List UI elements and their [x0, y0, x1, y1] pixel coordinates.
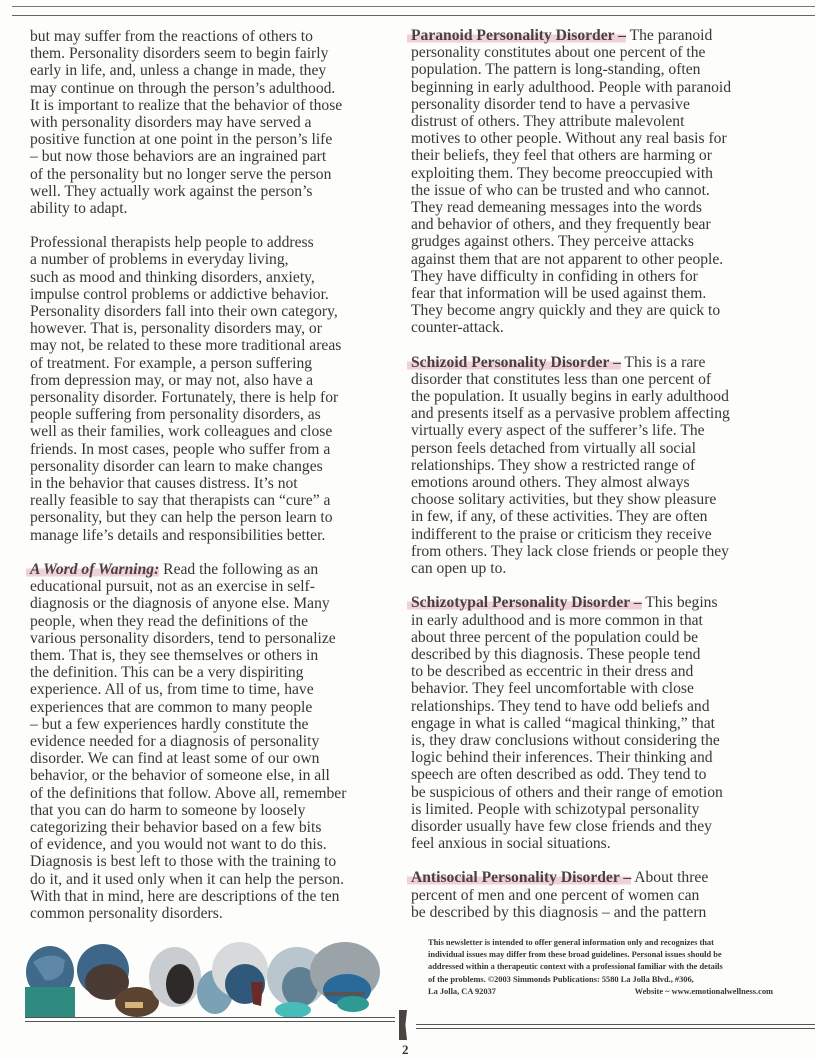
- text-line: well. They actually work against the person’s: [30, 182, 313, 200]
- disclaimer-line: of the problems. ©2003 Simmonds Publications: 5580 La Jolla Blvd., #306,: [428, 974, 694, 984]
- text-line: fear that information will be used against them.: [411, 285, 707, 303]
- text-line: They read demeaning messages into the words: [411, 199, 702, 217]
- text-line: emotions around others. They almost always: [411, 474, 690, 492]
- text-line: impulse control problems or addictive behavior.: [30, 285, 329, 303]
- text-line: distrust of others. They attribute malevolent: [411, 113, 685, 131]
- text-line: engage in what is called “magical thinking,” that: [411, 714, 715, 732]
- text-line: grudges against others. They perceive attacks: [411, 233, 694, 251]
- text-line: about three percent of the population could be: [411, 628, 699, 646]
- text-line: in few, if any, of these activities. They are often: [411, 508, 708, 526]
- text-line: indifferent to the praise or criticism they receive: [411, 525, 712, 543]
- text-line: counter-attack.: [411, 319, 504, 337]
- text-line: that you can do harm to someone by loosely: [30, 801, 306, 819]
- text-line: various personality disorders, tend to personalize: [30, 629, 336, 647]
- text-line: disorder usually have few close friends and they: [411, 817, 712, 835]
- text-line: virtually every aspect of the sufferer’s life. The: [411, 422, 705, 440]
- disclaimer-line: individual issues may differ from these broad guidelines. Personal issues should be: [428, 950, 722, 960]
- text-line: Personality disorders fall into their own category,: [30, 303, 338, 321]
- bottom-rule-secondary: [416, 1028, 815, 1029]
- text-line: It is important to realize that the behavior of those: [30, 96, 343, 114]
- left-column: [30, 28, 392, 939]
- text-line: is limited. People with schizotypal personality: [411, 800, 700, 818]
- text-line: exploiting them. They become preoccupied with: [411, 164, 713, 182]
- text-line: Professional therapists help people to address: [30, 234, 314, 252]
- text-line: categorizing their behavior based on a few bits: [30, 818, 322, 836]
- text-line: them. That is, they see themselves or others in: [30, 646, 319, 664]
- text-line: personality disorder. Fortunately, there is help for: [30, 389, 339, 407]
- text-line: logic behind their inferences. Their thinking and: [411, 749, 713, 767]
- section-first-line-text: This is a rare: [620, 353, 706, 371]
- text-line: personality disorder can learn to make changes: [30, 457, 323, 475]
- text-line: can open up to.: [411, 560, 507, 578]
- text-line: with personality disorders may have served a: [30, 114, 312, 132]
- text-line: people suffering from personality disorders, as: [30, 406, 321, 424]
- text-line: relationships. They show a restricted range of: [411, 456, 696, 474]
- paranoid-personality-disorder-section: [411, 27, 783, 337]
- disclaimer-line: addressed within a therapeutic context with a professional familiar with the details: [428, 962, 723, 972]
- section-first-line-text: About three: [631, 869, 709, 887]
- text-line: early in life, and, unless a change in made, they: [30, 62, 327, 80]
- top-rule-secondary: [12, 15, 815, 16]
- text-line: of the definitions that follow. Above all, remember: [30, 784, 347, 802]
- text-line: in early adulthood and is more common in that: [411, 611, 703, 629]
- schizoid-personality-disorder-section: [411, 354, 783, 578]
- text-line: speech are often described as odd. They tend to: [411, 766, 707, 784]
- text-line: of the personality but no longer serve the person: [30, 165, 332, 183]
- section-first-line: [411, 354, 783, 371]
- schizotypal-personality-disorder-section: [411, 594, 783, 852]
- text-line: against them that are not apparent to other people.: [411, 250, 724, 268]
- text-line: a number of problems in everyday living,: [30, 251, 289, 269]
- text-line: diagnosis or the diagnosis of anyone else. Many: [30, 595, 330, 613]
- text-line: them. Personality disorders seem to begin fairly: [30, 45, 329, 63]
- text-line: personality, but they can help the person learn to: [30, 509, 333, 527]
- bottom-rule: [416, 1024, 815, 1025]
- text-line: – but now those behaviors are an ingrained part: [30, 148, 327, 166]
- text-line: but may suffer from the reactions of others to: [30, 28, 313, 45]
- text-line: beginning in early adulthood. People with paranoid: [411, 78, 732, 96]
- text-line: really feasible to say that therapists can “cure” a: [30, 492, 331, 510]
- text-line: Diagnosis is best left to those with the training to: [30, 853, 337, 871]
- text-line: the definition. This can be a very dispiriting: [30, 664, 304, 682]
- text-line: population. The pattern is long-standing, often: [411, 61, 701, 79]
- therapists-paragraph: [30, 234, 392, 544]
- section-first-line: [411, 869, 783, 886]
- text-line: personality disorder tend to have a pervasive: [411, 95, 690, 113]
- text-line: and behavior of others, and they frequently bear: [411, 216, 711, 234]
- disclaimer-address-row: [428, 986, 773, 998]
- text-line: be suspicious of others and their range of emotion: [411, 783, 723, 801]
- text-line: motives to other people. Without any real basis for: [411, 130, 727, 148]
- text-line: from depression may, or may not, also have a: [30, 371, 314, 389]
- section-heading: Schizotypal Personality Disorder –: [407, 594, 642, 611]
- text-line: may continue on through the person’s adulthood.: [30, 79, 336, 97]
- text-line: relationships. They tend to have odd beliefs and: [411, 697, 710, 715]
- text-line: their beliefs, they feel that others are harming or: [411, 147, 712, 165]
- text-line: friends. In most cases, people who suffer from a: [30, 440, 331, 458]
- text-line: however. That is, personality disorders may, or: [30, 320, 322, 338]
- warning-paragraph: [30, 561, 392, 922]
- section-first-line: [411, 27, 783, 44]
- text-line: is, they draw conclusions without considering the: [411, 731, 720, 749]
- section-heading: Paranoid Personality Disorder –: [407, 27, 626, 44]
- text-line: from others. They lack close friends or people they: [411, 542, 729, 560]
- section-heading: Antisocial Personality Disorder –: [407, 869, 631, 886]
- text-line: manage life’s details and responsibilities better.: [30, 526, 326, 544]
- text-line: personality constitutes about one percent of the: [411, 44, 706, 62]
- text-line: be described by this diagnosis – and the pattern: [411, 903, 707, 921]
- section-first-line-text: The paranoid: [625, 27, 713, 44]
- faces-collage-illustration: [25, 942, 385, 1017]
- top-rule: [12, 6, 815, 7]
- illustration-underline: [25, 1017, 395, 1018]
- right-column: [411, 27, 783, 938]
- warning-heading: A Word of Warning:: [26, 561, 159, 578]
- text-line: person feels detached from virtually all social: [411, 439, 696, 457]
- text-line: positive function at one point in the person’s life: [30, 131, 333, 149]
- page-number: 2: [402, 1042, 409, 1057]
- text-line: to be described as eccentric in their dress and: [411, 663, 694, 681]
- text-line: common personality disorders.: [30, 904, 223, 922]
- text-line: of treatment. For example, a person suffering: [30, 354, 313, 372]
- illustration-underline-secondary: [25, 1021, 395, 1022]
- text-line: the population. It usually begins in early adulthood: [411, 388, 729, 406]
- warning-first-line: [30, 561, 392, 578]
- publisher-address: La Jolla, CA 92037: [428, 986, 496, 996]
- text-line: percent of men and one percent of women can: [411, 886, 700, 904]
- text-line: ability to adapt.: [30, 200, 128, 218]
- text-line: experiences that are common to many people: [30, 698, 313, 716]
- text-line: choose solitary activities, but they show pleasure: [411, 491, 717, 509]
- text-line: do it, and it used only when it can help the person.: [30, 870, 344, 888]
- text-line: educational pursuit, not as an exercise in self-: [30, 578, 315, 596]
- text-line: the issue of who can be trusted and who cannot.: [411, 181, 710, 199]
- page-marker-icon: [399, 1010, 407, 1040]
- section-first-line: [411, 594, 783, 611]
- text-line: disorder. We can find at least some of our own: [30, 750, 320, 768]
- text-line: well as their families, work colleagues and close: [30, 423, 333, 441]
- text-line: behavior. They feel uncomfortable with close: [411, 680, 694, 698]
- antisocial-personality-disorder-section: [411, 869, 783, 921]
- text-line: in the behavior that causes distress. It’s not: [30, 475, 298, 493]
- website-link[interactable]: Website ~ www.emotionalwellness.com: [634, 986, 773, 996]
- text-line: described by this diagnosis. These people tend: [411, 645, 701, 663]
- text-line: and presents itself as a pervasive problem affecting: [411, 405, 730, 423]
- text-line: feel anxious in social situations.: [411, 835, 611, 853]
- text-line: people, when they read the definitions of the: [30, 612, 308, 630]
- text-line: of evidence, and you would not want to do this.: [30, 836, 327, 854]
- text-line: evidence needed for a diagnosis of personality: [30, 732, 320, 750]
- text-line: disorder that constitutes less than one percent of: [411, 370, 712, 388]
- text-line: With that in mind, here are descriptions of the ten: [30, 887, 340, 905]
- disclaimer: [428, 937, 773, 998]
- text-line: behavior, or the behavior of someone else, in all: [30, 767, 330, 785]
- section-heading: Schizoid Personality Disorder –: [407, 354, 621, 371]
- section-first-line-text: This begins: [641, 594, 718, 612]
- text-line: They have difficulty in confiding in others for: [411, 267, 698, 285]
- intro-paragraph: [30, 28, 392, 217]
- warning-first-line-text: Read the following as an: [159, 560, 319, 578]
- text-line: such as mood and thinking disorders, anxiety,: [30, 268, 315, 286]
- text-line: may not, be related to these more traditional areas: [30, 337, 342, 355]
- text-line: – but a few experiences hardly constitute the: [30, 715, 309, 733]
- text-line: experience. All of us, from time to time, have: [30, 681, 314, 699]
- disclaimer-line: This newsletter is intended to offer general information only and recognizes that: [428, 938, 714, 947]
- text-line: They become angry quickly and they are quick to: [411, 302, 721, 320]
